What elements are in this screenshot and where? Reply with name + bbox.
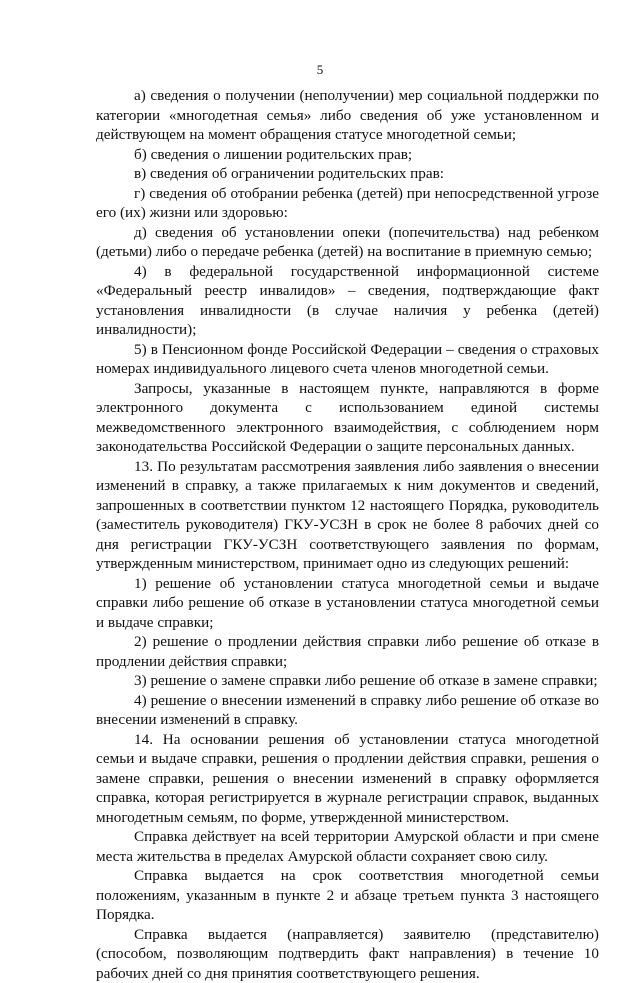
paragraph-decision-3: 3) решение о замене справки либо решение об отказе в замене справки;	[96, 671, 599, 691]
paragraph-validity-term: Справка выдается на срок соответствия многодетной семьи положениям, указанным в пункте 2 и абзаце третьем пункта 3 настоящего Порядка.	[96, 866, 599, 925]
paragraph-a-social-support: а) сведения о получении (неполучении) мер социальной поддержки по категории «многодетная семья» либо сведения об уже установленном и действующем на момент обращения статусе многодетной семьи;	[96, 86, 599, 145]
paragraph-13-decision: 13. По результатам рассмотрения заявления либо заявления о внесении изменений в справку, а также прилагаемых к ним документов и сведений, запрошенных в соответствии пунктом 12 настоящего Порядка, руководитель (заместитель руководителя) ГКУ-УСЗН в срок не более 8 рабочих дней со дня регистрации ГКУ-УСЗН соответствующего заявления по формам, утвержденным министерством, принимает одно из следующих решений:	[96, 457, 599, 574]
page-number: 5	[0, 62, 640, 78]
paragraph-requests: Запросы, указанные в настоящем пункте, направляются в форме электронного документа с использованием единой системы межведомственного электронного взаимодействия, с соблюдением норм законодательства Российской Федерации о защите персональных данных.	[96, 379, 599, 457]
paragraph-14-certificate: 14. На основании решения об установлении статуса многодетной семьи и выдаче справки, решения о продлении действия справки, решения о замене справки, решения о внесении изменений в справку оформляется справка, которая регистрируется в журнале регистрации справок, выданных многодетным семьям, по форме, утвержденной министерством.	[96, 730, 599, 828]
paragraph-b-deprivation-rights: б) сведения о лишении родительских прав;	[96, 145, 599, 165]
paragraph-v-restriction-rights: в) сведения об ограничении родительских прав:	[96, 164, 599, 184]
paragraph-validity-territory: Справка действует на всей территории Амурской области и при смене места жительства в пределах Амурской области сохраняет свою силу.	[96, 827, 599, 866]
paragraph-decision-1: 1) решение об установлении статуса многодетной семьи и выдаче справки либо решение об отказе в установлении статуса многодетной семьи и выдаче справки;	[96, 574, 599, 633]
paragraph-d-guardianship: д) сведения об установлении опеки (попечительства) над ребенком (детьми) либо о передаче ребенка (детей) на воспитание в приемную семью;	[96, 223, 599, 262]
paragraph-4-disability-registry: 4) в федеральной государственной информационной системе «Федеральный реестр инвалидов» – сведения, подтверждающие факт установления инвалидности (в случае наличия у ребенка (детей) инвалидности);	[96, 262, 599, 340]
paragraph-decision-4: 4) решение о внесении изменений в справку либо решение об отказе во внесении изменений в справку.	[96, 691, 599, 730]
paragraph-issuance: Справка выдается (направляется) заявителю (представителю) (способом, позволяющим подтвердить факт направления) в течение 10 рабочих дней со дня принятия соответствующего решения.	[96, 925, 599, 983]
document-body	[96, 86, 599, 983]
paragraph-g-child-removal: г) сведения об отобрании ребенка (детей) при непосредственной угрозе его (их) жизни или здоровью:	[96, 184, 599, 223]
paragraph-decision-2: 2) решение о продлении действия справки либо решение об отказе в продлении действия справки;	[96, 632, 599, 671]
paragraph-5-pension-fund: 5) в Пенсионном фонде Российской Федерации – сведения о страховых номерах индивидуального лицевого счета членов многодетной семьи.	[96, 340, 599, 379]
